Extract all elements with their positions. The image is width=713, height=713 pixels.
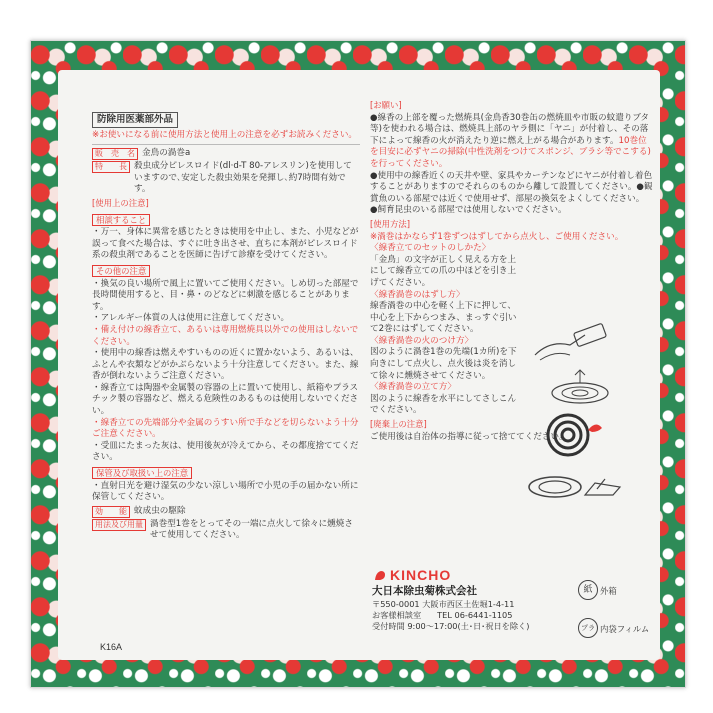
step-title: 〈線香立てのセットのしかた〉 bbox=[370, 243, 491, 254]
request-item: ●使用中の線香近くの天井や壁、家具やカーテンなどにヤニが付着し着色することがありますのでそれらのものから離して設置してください。●観賞魚のいる部屋では近くで使用せず、部屋の換気をよくしてください。 bbox=[370, 170, 653, 204]
effect-value: 蚊成虫の駆除 bbox=[134, 505, 186, 516]
consult-heading: 相談すること bbox=[92, 214, 150, 226]
usage-step-1 bbox=[370, 243, 520, 289]
company-name: 大日本除虫菊株式会社 bbox=[372, 585, 477, 597]
usage-note: ※渦巻はかならず1巻ずつはずしてから点火し、ご使用ください。 bbox=[370, 231, 624, 242]
plastic-recycle-label: 内袋フィルム bbox=[600, 624, 650, 634]
brand-name: KINCHO bbox=[390, 567, 452, 583]
disposal-heading: [廃棄上の注意] bbox=[370, 419, 427, 430]
step-title: 〈線香渦巻のはずし方〉 bbox=[370, 289, 465, 300]
disposal-text: ご使用後は自治体の指導に従って捨ててください。 bbox=[370, 431, 568, 442]
storage-text: ・直射日光を避け湿気の少ない涼しい場所で小児の手の届かない所に保管してください。 bbox=[92, 480, 359, 503]
spec-key: 販 売 名 bbox=[92, 148, 138, 160]
list-item: ・使用中の線香は燃えやすいものの近くに置かないよう、あるいは、ふとんや衣類などがかぶらないよう十分注意してください。また、線香が倒れないようご注意ください。 bbox=[92, 348, 359, 382]
office-hours: 受付時間 9:00〜17:00(土･日･祝日を除く) bbox=[372, 621, 530, 631]
list-item: ・線香立ての先端部分や金属のうすい所で手などを切らないよう十分ご注意ください。 bbox=[92, 417, 359, 440]
company-address-block bbox=[372, 599, 592, 632]
phone-number: TEL 06-6441-1105 bbox=[437, 610, 513, 620]
storage-heading: 保管及び取扱い上の注意 bbox=[92, 467, 192, 479]
list-item: ・受皿にたまった灰は、使用後灰が冷えてから、その都度捨ててください。 bbox=[92, 440, 359, 463]
consult-line bbox=[372, 610, 592, 621]
list-item: ・線香立ては陶器や金属製の容器の上に置いて使用し、紙箱やプラスチック製の容器など、燃える危険性のあるものは使用しないでください。 bbox=[92, 382, 359, 417]
step-text: 「金鳥」の文字が正しく見える方を上にして線香立ての爪の中ほどを引き上げてください。 bbox=[370, 254, 517, 288]
brand-logo bbox=[390, 567, 451, 583]
step-text: 図のように渦巻1巻の先端(1カ所)を下向きにして点火し、点火後は炎を消して徐々に燻焼させてください。 bbox=[370, 347, 517, 381]
address: 〒550-0001 大阪市西区土佐堀1-4-11 bbox=[372, 599, 515, 609]
paper-recycle-icon: 紙 bbox=[578, 580, 598, 600]
list-item: ・換気の良い場所で風上に置いてご使用ください。しめ切った部屋で長時間使用すると、目・鼻・のどなどに刺激を感じることがあります。 bbox=[92, 278, 359, 312]
step-title: 〈線香渦巻の立て方〉 bbox=[370, 382, 456, 393]
step-text: 線香渦巻の中心を軽く上下に押して、中心を上下からつまみ、まっすぐ引いて2巻にはずしてください。 bbox=[370, 301, 517, 335]
other-caution-list bbox=[92, 279, 360, 465]
spec-key: 特 長 bbox=[92, 161, 130, 173]
usage-heading: [使用方法] bbox=[370, 218, 411, 229]
paper-recycle-label: 外箱 bbox=[600, 586, 617, 596]
read-before-use-warning: ※お使いになる前に使用方法と使用上の注意を必ずお読みください。 bbox=[92, 129, 358, 140]
other-caution-heading: その他の注意 bbox=[92, 265, 150, 277]
step-text: 図のように線香を水平にしてさしこんでください。 bbox=[370, 393, 517, 416]
step-title: 〈線香渦巻の火のつけ方〉 bbox=[370, 335, 474, 346]
consult-label: お客様相談室 bbox=[372, 610, 422, 620]
spec-value: 殺虫成分ピレスロイド(dl·d-T 80-アレスリン)を使用していますので､安定した殺虫効果を発揮し､約7時間有効です。 bbox=[134, 161, 352, 195]
list-item: ・備え付けの線香立て、あるいは専用燃焼具以外での使用はしないでください。 bbox=[92, 324, 359, 347]
usage-step-2 bbox=[370, 290, 520, 336]
list-item: ・アレルギー体質の人は使用に注意してください。 bbox=[92, 313, 290, 324]
request-red-text: 10巻位を目安に必ずヤニの掃除(中性洗剤をつけてスポンジ、ブラシ等でこする)を行ってください。 bbox=[370, 135, 651, 169]
spec-row-feature bbox=[92, 161, 360, 196]
right-column bbox=[370, 98, 654, 443]
consult-text: ・万一、身体に異常を感じたときは使用を中止し、また、小児などが誤って食べた場合は、すぐに吐き出させ、直ちに本剤がピレスロイド系の殺虫剤であることを医師に告げて診療を受けてください。 bbox=[92, 227, 359, 261]
plastic-recycle-icon: プラ bbox=[578, 618, 598, 638]
request-heading: [お願い] bbox=[370, 100, 402, 110]
request-item bbox=[370, 113, 654, 171]
left-column bbox=[92, 112, 360, 542]
product-category-badge: 防除用医薬部外品 bbox=[92, 112, 178, 128]
dose-row bbox=[92, 519, 360, 542]
spec-row-name bbox=[92, 148, 360, 160]
usage-step-3 bbox=[370, 336, 520, 382]
usage-caution-heading: [使用上の注意] bbox=[92, 197, 149, 208]
dose-key: 用法及び用量 bbox=[92, 519, 146, 531]
dose-value: 渦巻型1巻をとってその一端に点火して徐々に燻焼させて使用してください。 bbox=[150, 518, 353, 541]
effect-key: 効 能 bbox=[92, 506, 130, 518]
spec-value: 金鳥の渦巻a bbox=[142, 148, 191, 159]
kincho-rooster-logo-icon bbox=[373, 568, 387, 582]
usage-step-4 bbox=[370, 382, 520, 417]
product-code: K16A bbox=[100, 642, 123, 652]
effect-row bbox=[92, 506, 360, 518]
request-text: ●線香の上部を覆った燃焼具(金鳥香30巻缶の燃焼皿や市販の蚊遣りブタ等)を使われる場合は、燃焼具上部のヤラ側に「ヤニ」が付着し、その落下によって線香の火が消えたり逆に燃え上がる場合があります。 bbox=[370, 112, 649, 146]
divider bbox=[92, 144, 360, 145]
request-item: ●飼育昆虫のいる部屋では使用しないでください。 bbox=[370, 205, 567, 216]
